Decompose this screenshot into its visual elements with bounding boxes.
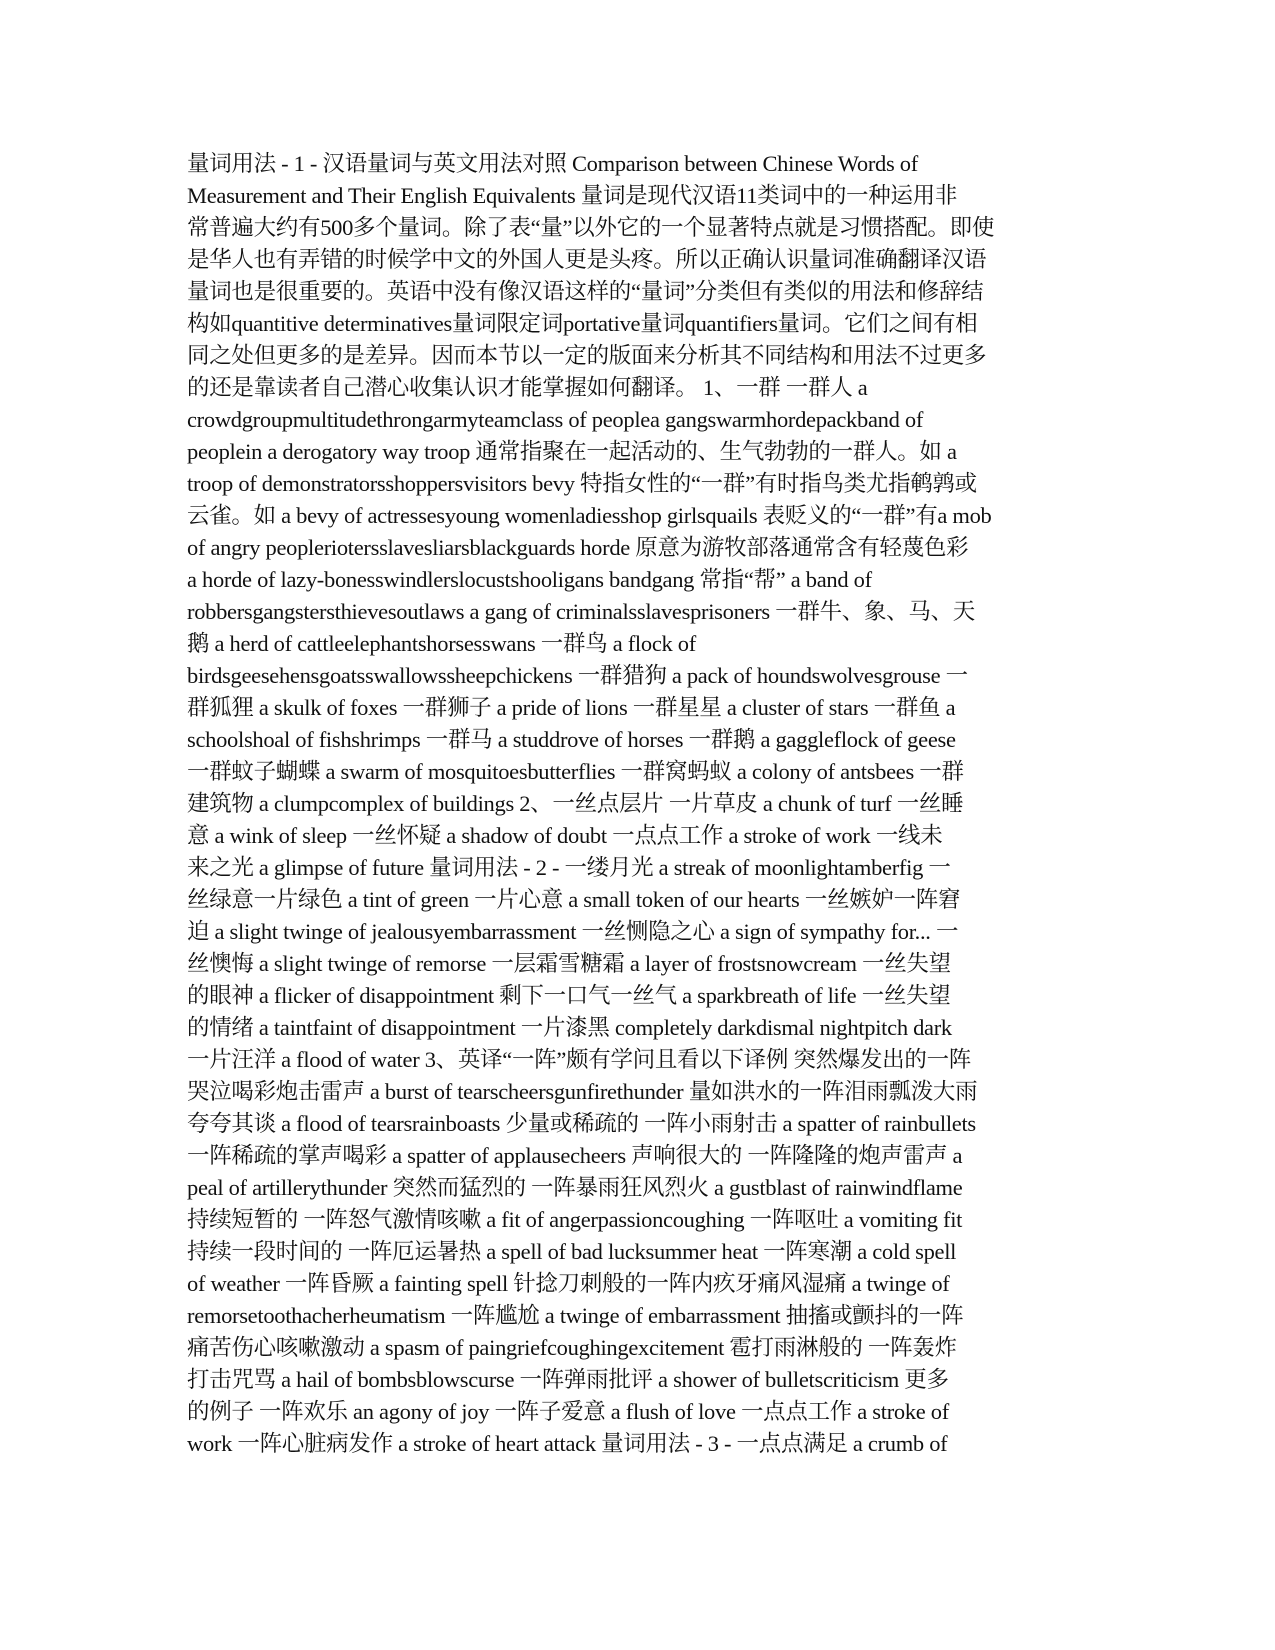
text-line: 夸夸其谈 a flood of tearsrainboasts 少量或稀疏的 一阵小雨射击 a spatter of rainbullets [187, 1111, 976, 1136]
text-line: 哭泣喝彩炮击雷声 a burst of tearscheersgunfirethunder 量如洪水的一阵泪雨瓢泼大雨 [187, 1079, 978, 1104]
text-line: 丝懊悔 a slight twinge of remorse 一层霜雪糖霜 a layer of frostsnowcream 一丝失望 [187, 951, 951, 976]
text-line: 量词也是很重要的。英语中没有像汉语这样的“量词”分类但有类似的用法和修辞结 [187, 279, 984, 304]
text-line: 鹅 a herd of cattleelephantshorsesswans 一群鸟 a flock of [187, 631, 696, 656]
text-line: 量词用法 - 1 - 汉语量词与英文用法对照 Comparison between Chinese Words of [187, 151, 918, 176]
text-line: birdsgeesehensgoatsswallowssheepchickens 一群猎狗 a pack of houndswolvesgrouse 一 [187, 663, 968, 688]
text-line: 来之光 a glimpse of future 量词用法 - 2 - 一缕月光 a streak of moonlightamberfig 一 [187, 855, 951, 880]
text-line: 是华人也有弄错的时候学中文的外国人更是头疼。所以正确认识量词准确翻译汉语 [187, 247, 987, 272]
text-line: remorsetoothacherheumatism 一阵尴尬 a twinge of embarrassment 抽搐或颤抖的一阵 [187, 1303, 964, 1328]
text-line: 构如quantitive determinatives量词限定词portative量词quantifiers量词。它们之间有相 [187, 311, 978, 336]
text-line: 的例子 一阵欢乐 an agony of joy 一阵子爱意 a flush of love 一点点工作 a stroke of [187, 1399, 949, 1424]
text-line: 意 a wink of sleep 一丝怀疑 a shadow of doubt 一点点工作 a stroke of work 一线未 [187, 823, 943, 848]
text-line: robbersgangstersthievesoutlaws a gang of criminalsslavesprisoners 一群牛、象、马、天 [187, 599, 975, 624]
text-line: 一片汪洋 a flood of water 3、英译“一阵”颇有学问且看以下译例 突然爆发出的一阵 [187, 1047, 971, 1072]
text-line: 持续一段时间的 一阵厄运暑热 a spell of bad lucksummer heat 一阵寒潮 a cold spell [187, 1239, 957, 1264]
text-line: 的情绪 a taintfaint of disappointment 一片漆黑 completely darkdismal nightpitch dark [187, 1015, 952, 1040]
text-line: 一群蚊子蝴蝶 a swarm of mosquitoesbutterflies 一群窝蚂蚁 a colony of antsbees 一群 [187, 759, 964, 784]
text-line: 的眼神 a flicker of disappointment 剩下一口气一丝气 a sparkbreath of life 一丝失望 [187, 983, 951, 1008]
text-line: 的还是靠读者自己潜心收集认识才能掌握如何翻译。 1、一群 一群人 a [187, 375, 868, 400]
text-line: crowdgroupmultitudethrongarmyteamclass of peoplea gangswarmhordepackband of [187, 407, 924, 432]
text-line: schoolshoal of fishshrimps 一群马 a studdrove of horses 一群鹅 a gaggleflock of geese [187, 727, 956, 752]
text-line: 群狐狸 a skulk of foxes 一群狮子 a pride of lions 一群星星 a cluster of stars 一群鱼 a [187, 695, 956, 720]
text-line: 云雀。如 a bevy of actressesyoung womenladiesshop girlsquails 表贬义的“一群”有a mob [187, 503, 992, 528]
text-line: 痛苦伤心咳嗽激动 a spasm of paingriefcoughingexcitement 雹打雨淋般的 一阵轰炸 [187, 1335, 957, 1360]
text-line: 常普遍大约有500多个量词。除了表“量”以外它的一个显著特点就是习惯搭配。即使 [187, 215, 995, 240]
text-line: troop of demonstratorsshoppersvisitors bevy 特指女性的“一群”有时指鸟类尤指鹌鹑或 [187, 471, 977, 496]
text-line: Measurement and Their English Equivalents 量词是现代汉语11类词中的一种运用非 [187, 183, 958, 208]
text-line: 建筑物 a clumpcomplex of buildings 2、一丝点层片 一片草皮 a chunk of turf 一丝睡 [187, 791, 964, 816]
text-line: peal of artillerythunder 突然而猛烈的 一阵暴雨狂风烈火 a gustblast of rainwindflame [187, 1175, 963, 1200]
body-text [187, 148, 1107, 1460]
text-line: 一阵稀疏的掌声喝彩 a spatter of applausecheers 声响很大的 一阵隆隆的炮声雷声 a [187, 1143, 963, 1168]
text-line: 迫 a slight twinge of jealousyembarrassment 一丝恻隐之心 a sign of sympathy for... 一 [187, 919, 959, 944]
text-line: work 一阵心脏病发作 a stroke of heart attack 量词用法 - 3 - 一点点满足 a crumb of [187, 1431, 948, 1456]
text-line: of weather 一阵昏厥 a fainting spell 针捻刀刺般的一阵内疚牙痛风湿痛 a twinge of [187, 1271, 950, 1296]
text-line: 丝绿意一片绿色 a tint of green 一片心意 a small token of our hearts 一丝嫉妒一阵窘 [187, 887, 961, 912]
text-line: of angry peopleriotersslavesliarsblackguards horde 原意为游牧部落通常含有轻蔑色彩 [187, 535, 969, 560]
text-line: a horde of lazy-bonesswindlerslocustshooligans bandgang 常指“帮” a band of [187, 567, 872, 592]
text-line: peoplein a derogatory way troop 通常指聚在一起活动的、生气勃勃的一群人。如 a [187, 439, 957, 464]
text-line: 同之处但更多的是差异。因而本节以一定的版面来分析其不同结构和用法不过更多 [187, 343, 987, 368]
text-line: 持续短暂的 一阵怒气激情咳嗽 a fit of angerpassioncoughing 一阵呕吐 a vomiting fit [187, 1207, 963, 1232]
text-line: 打击咒骂 a hail of bombsblowscurse 一阵弹雨批评 a shower of bulletscriticism 更多 [187, 1367, 949, 1392]
